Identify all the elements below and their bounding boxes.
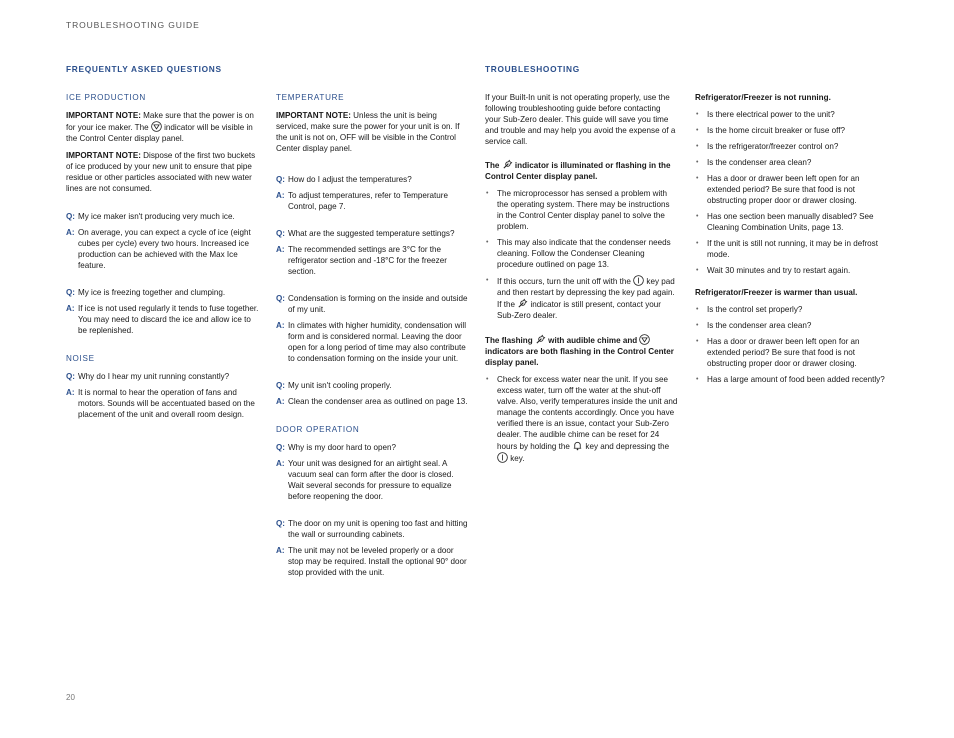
ice-maker-icon xyxy=(639,334,650,345)
wrench-icon xyxy=(517,298,528,309)
list-item: • Is the condenser area clean? xyxy=(695,157,889,168)
qa-question: Q: My ice is freezing together and clumping. xyxy=(66,288,226,297)
list-item: • Has one section been manually disabled? See Cleaning Combination Units, page 13. xyxy=(695,211,889,233)
noise-title: NOISE xyxy=(66,354,95,363)
wrench-icon xyxy=(502,159,513,170)
ice-important-note-1 xyxy=(66,110,260,144)
service-indicator-heading: The indicator is illuminated or flashing in the Control Center display panel. xyxy=(485,161,671,181)
checklist-body xyxy=(695,92,889,390)
qa-question: Q: Condensation is forming on the inside and outside of my unit. xyxy=(276,294,468,314)
page-number: 20 xyxy=(66,693,75,702)
qa-answer: A: In climates with higher humidity, condensation will form and is considered normal. Leaving the door open for a long period of time may also contribute to condensation forming on the inside your unit. xyxy=(276,321,466,363)
flashing-chime-heading: The flashing with audible chime and indicators are both flashing in the Control Center display panel. xyxy=(485,336,674,367)
qa-question: Q: Why do I hear my unit running constantly? xyxy=(66,372,230,381)
faq-heading: FREQUENTLY ASKED QUESTIONS xyxy=(66,64,222,74)
note-text: Unless the unit is being serviced, make sure the power for your unit is on. If the unit is not on, OFF will be visible in the Control Center display panel. xyxy=(276,111,460,153)
qa-question: Q: How do I adjust the temperatures? xyxy=(276,175,412,184)
door-operation-title: DOOR OPERATION xyxy=(276,425,360,434)
page-header: TROUBLESHOOTING GUIDE xyxy=(66,20,200,30)
bell-icon xyxy=(572,440,583,451)
list-item: • Has a door or drawer been left open for an extended period? Be sure that food is not obstructing proper door or drawer closing. xyxy=(695,173,889,206)
list-item: • This may also indicate that the condenser needs cleaning. Follow the Condenser Cleaning procedure outlined on page 13. xyxy=(485,237,678,270)
qa-question: Q: My unit isn't cooling properly. xyxy=(276,381,392,390)
warmer-than-usual-heading: Refrigerator/Freezer is warmer than usual. xyxy=(695,288,858,297)
list-item: • Check for excess water near the unit. If you see excess water, turn off the water at the shut-off valve. Also, verify temperatures inside the unit and manage the contents accordingly. Once you have verified there is an issue, contact your Sub-Zero dealer. The audible chime can be reset for 24 hours by holding the key and depressing the key. xyxy=(485,374,678,464)
qa-question: Q: My ice maker isn't producing very much ice. xyxy=(66,212,235,221)
ice-production-section xyxy=(66,92,260,425)
qa-answer: A: On average, you can expect a cycle of ice (eight cubes per cycle) every two hours. Increased ice production can be achieved with the Max Ice feature. xyxy=(66,228,251,270)
power-key-icon xyxy=(497,452,508,463)
list-item: • Is the control set properly? xyxy=(695,304,889,315)
list-item: • If this occurs, turn the unit off with the key pad and then restart by depressing the key pad again. If the indicator is still present, contact your Sub-Zero dealer. xyxy=(485,275,678,321)
list-item: • The microprocessor has sensed a problem with the operating system. There may be instructions in the Control Center display panel to solve the problem. xyxy=(485,188,678,232)
note-text: Dispose of the first two buckets of ice produced by your new unit to ensure that pipe residue or other particles associated with new water lines are not consumed. xyxy=(66,151,256,193)
troubleshooting-heading: TROUBLESHOOTING xyxy=(485,64,580,74)
temperature-title: TEMPERATURE xyxy=(276,93,345,102)
qa-answer: A: The unit may not be leveled properly or a door stop may be required. Install the optional 90° door stop provided with the unit. xyxy=(276,546,467,577)
wrench-icon xyxy=(535,334,546,345)
list-item: • If the unit is still not running, it may be in defrost mode. xyxy=(695,238,889,260)
temp-important-note xyxy=(276,110,469,154)
warmer-than-usual-list xyxy=(695,304,889,385)
note-text: Make sure that the power is on for your ice maker. The xyxy=(66,111,254,132)
list-item: • Is the refrigerator/freezer control on? xyxy=(695,141,889,152)
ice-important-note-2 xyxy=(66,150,260,194)
qa-answer: A: Clean the condenser area as outlined on page 13. xyxy=(276,397,468,406)
note-label: IMPORTANT NOTE: xyxy=(66,151,141,160)
list-item: • Has a door or drawer been left open for an extended period? Be sure that food is not obstructing proper door or drawer closing. xyxy=(695,336,889,369)
qa-answer: A: The recommended settings are 3°C for the refrigerator section and -18°C for the freezer section. xyxy=(276,245,447,276)
ice-production-title: ICE PRODUCTION xyxy=(66,93,146,102)
qa-answer: A: It is normal to hear the operation of fans and motors. Sounds will be accentuated based on the placement of the unit and overall room design. xyxy=(66,388,255,419)
qa-question: Q: The door on my unit is opening too fast and hitting the wall or surrounding cabinets. xyxy=(276,519,468,539)
note-label: IMPORTANT NOTE: xyxy=(276,111,351,120)
list-item: • Is the home circuit breaker or fuse off? xyxy=(695,125,889,136)
not-running-heading: Refrigerator/Freezer is not running. xyxy=(695,93,831,102)
list-item: • Wait 30 minutes and try to restart again. xyxy=(695,265,889,276)
service-indicator-list xyxy=(485,188,678,321)
qa-answer: A: Your unit was designed for an airtight seal. A vacuum seal can form after the door is closed. Wait several seconds for pressure to equalize before reopening the door. xyxy=(276,459,454,501)
qa-question: Q: Why is my door hard to open? xyxy=(276,443,396,452)
note-label: IMPORTANT NOTE: xyxy=(66,111,141,120)
ice-maker-icon xyxy=(151,121,162,132)
list-item: • Is there electrical power to the unit? xyxy=(695,109,889,120)
list-item: • Has a large amount of food been added recently? xyxy=(695,374,889,385)
qa-answer: A: If ice is not used regularly it tends to fuse together. You may need to discard the ice and allow ice to be replenished. xyxy=(66,304,259,335)
not-running-list xyxy=(695,109,889,276)
qa-question: Q: What are the suggested temperature settings? xyxy=(276,229,455,238)
list-item: • Is the condenser area clean? xyxy=(695,320,889,331)
note-text: indicator will be visible in the Control Center display panel. xyxy=(66,123,253,143)
troubleshooting-intro: If your Built-In unit is not operating properly, use the following troubleshooting guide before contacting your Sub-Zero dealer. This guide will save you time and trouble and may help you avoid the expense of a service call. xyxy=(485,93,676,146)
power-key-icon xyxy=(633,275,644,286)
qa-answer: A: To adjust temperatures, refer to Temperature Control, page 7. xyxy=(276,191,449,211)
troubleshooting-body xyxy=(485,92,678,469)
flashing-chime-list xyxy=(485,374,678,464)
temperature-section xyxy=(276,92,469,583)
